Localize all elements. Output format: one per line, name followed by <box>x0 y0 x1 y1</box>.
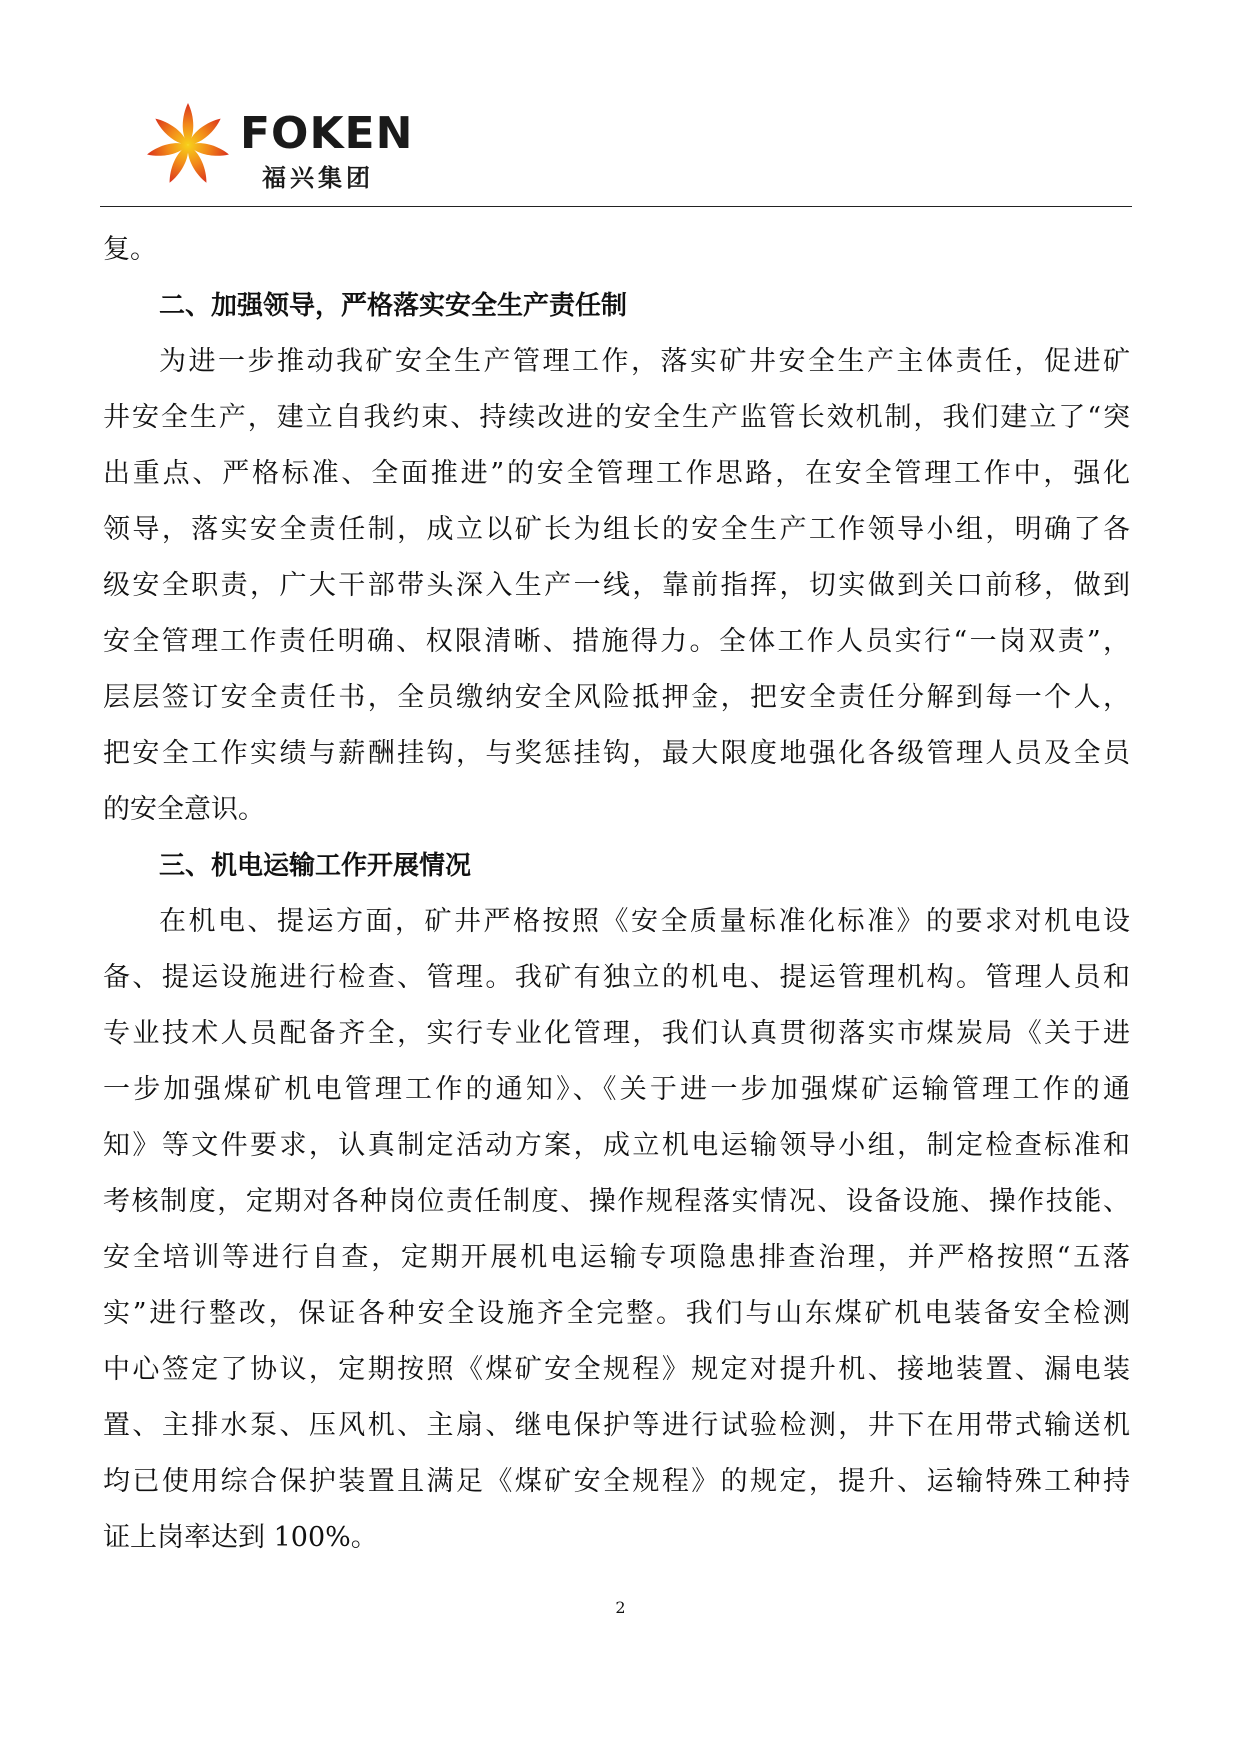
text-line: 置、主排水泵、压风机、主扇、继电保护等进行试验检测，井下在用带式输送机 <box>103 1410 1130 1441</box>
logo-text: FOKEN <box>240 108 414 159</box>
text-line: 为进一步推动我矿安全生产管理工作，落实矿井安全生产主体责任，促进矿 <box>159 346 1130 377</box>
text-line: 出重点、严格标准、全面推进”的安全管理工作思路，在安全管理工作中，强化 <box>103 458 1130 489</box>
text-line: 考核制度，定期对各种岗位责任制度、操作规程落实情况、设备设施、操作技能、 <box>103 1186 1130 1217</box>
text-line: 层层签订安全责任书，全员缴纳安全风险抵押金，把安全责任分解到每一个人， <box>103 682 1130 713</box>
paragraph <box>103 222 1130 278</box>
paragraph <box>103 334 1130 838</box>
text-line: 的安全意识。 <box>103 794 265 825</box>
section-heading <box>103 278 1130 334</box>
text-line: 实”进行整改，保证各种安全设施齐全完整。我们与山东煤矿机电装备安全检测 <box>103 1298 1130 1329</box>
text-line: 一步加强煤矿机电管理工作的通知》、《关于进一步加强煤矿运输管理工作的通 <box>103 1074 1130 1105</box>
section-heading <box>103 838 1130 894</box>
text-line: 三、机电运输工作开展情况 <box>159 851 472 881</box>
logo-subtext: 福兴集团 <box>262 164 374 192</box>
text-line: 复。 <box>103 234 157 265</box>
text-line: 级安全职责，广大干部带头深入生产一线，靠前指挥，切实做到关口前移，做到 <box>103 570 1130 601</box>
page-number: 2 <box>615 1598 626 1617</box>
header-divider <box>100 206 1132 207</box>
text-line: 专业技术人员配备齐全，实行专业化管理，我们认真贯彻落实市煤炭局《关于进 <box>103 1018 1130 1049</box>
text-line: 证上岗率达到 100%。 <box>103 1522 378 1553</box>
document-body <box>103 222 1130 1566</box>
paragraph <box>103 894 1130 1566</box>
text-line: 二、加强领导，严格落实安全生产责任制 <box>159 291 628 321</box>
text-line: 在机电、提运方面，矿井严格按照《安全质量标准化标准》的要求对机电设 <box>159 906 1130 937</box>
text-line: 中心签定了协议，定期按照《煤矿安全规程》规定对提升机、接地装置、漏电装 <box>103 1354 1130 1385</box>
text-line: 安全管理工作责任明确、权限清晰、措施得力。全体工作人员实行“一岗双责”， <box>103 626 1130 657</box>
flower-logo-icon <box>140 100 236 190</box>
text-line: 井安全生产，建立自我约束、持续改进的安全生产监管长效机制，我们建立了“突 <box>103 402 1130 433</box>
text-line: 安全培训等进行自查，定期开展机电运输专项隐患排查治理，并严格按照“五落 <box>103 1242 1130 1273</box>
text-line: 领导，落实安全责任制，成立以矿长为组长的安全生产工作领导小组，明确了各 <box>103 514 1130 545</box>
text-line: 知》等文件要求，认真制定活动方案，成立机电运输领导小组，制定检查标准和 <box>103 1130 1130 1161</box>
foken-logo <box>140 100 440 190</box>
text-line: 把安全工作实绩与薪酬挂钩，与奖惩挂钩，最大限度地强化各级管理人员及全员 <box>103 738 1130 769</box>
text-line: 均已使用综合保护装置且满足《煤矿安全规程》的规定，提升、运输特殊工种持 <box>103 1466 1130 1497</box>
text-line: 备、提运设施进行检查、管理。我矿有独立的机电、提运管理机构。管理人员和 <box>103 962 1130 993</box>
